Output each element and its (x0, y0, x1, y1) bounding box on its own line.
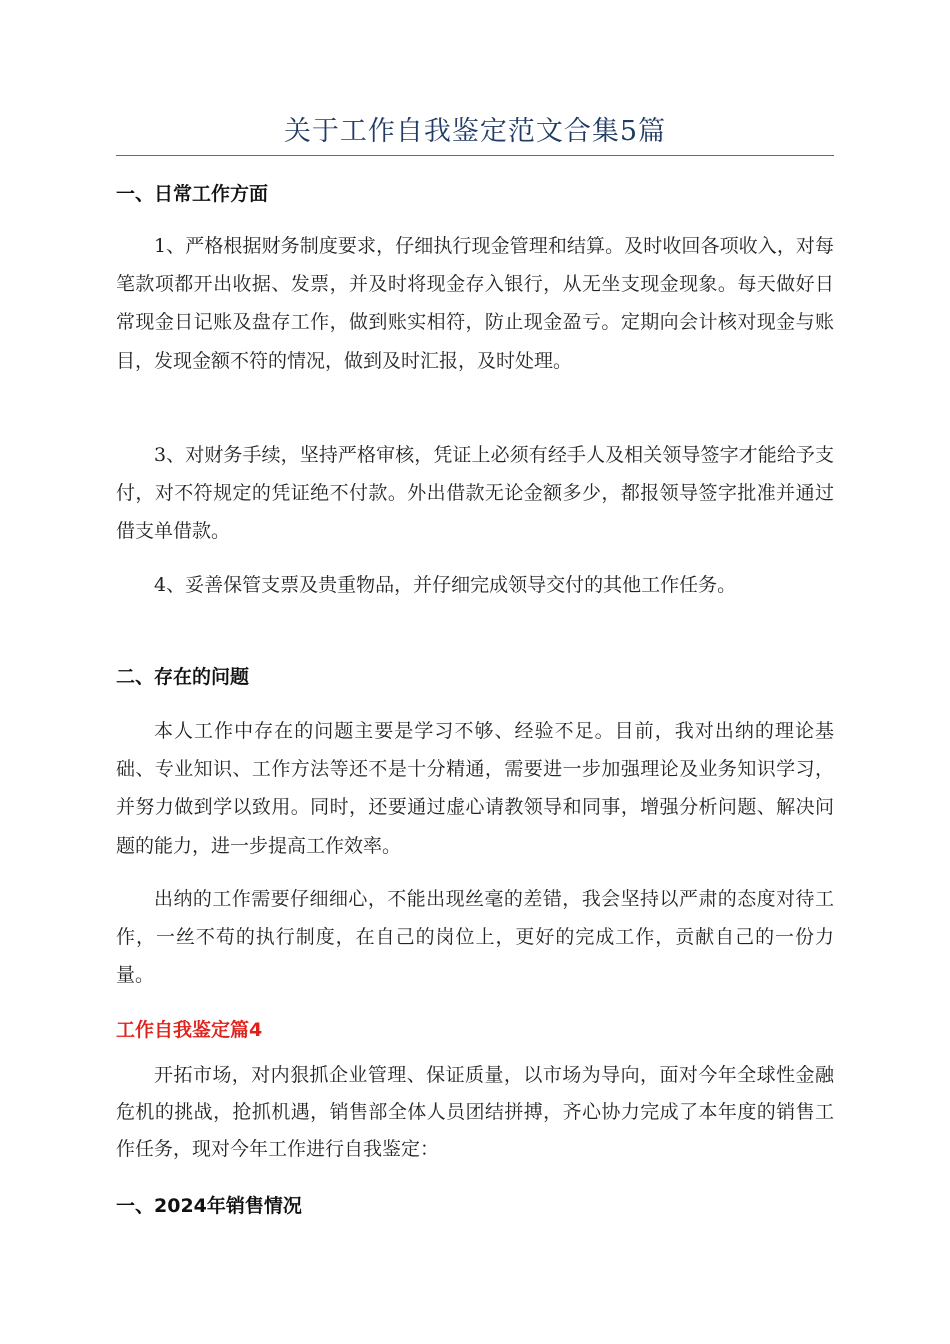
paragraph-block (116, 1057, 834, 1168)
section-heading: 一、日常工作方面 (116, 183, 269, 205)
section-daily-work (116, 177, 834, 211)
section-heading: 一、2024年销售情况 (116, 1195, 302, 1217)
paragraph: 4、妥善保管支票及贵重物品，并仔细完成领导交付的其他工作任务。 (154, 574, 737, 596)
section-problems (116, 660, 834, 694)
title-underline (116, 155, 834, 156)
paragraph-block (116, 880, 834, 995)
paragraph: 本人工作中存在的问题主要是学习不够、经验不足。目前，我对出纳的理论基础、专业知识、工作方法等还不是十分精通，需要进一步加强理论及业务知识学习，并努力做到学以致用。同时，还要通过虚心请教领导和同事，增强分析问题、解决问题的能力，进一步提高工作效率。 (116, 720, 834, 857)
paragraph: 出纳的工作需要仔细细心，不能出现丝毫的差错，我会坚持以严肃的态度对待工作，一丝不苟的执行制度，在自己的岗位上，更好的完成工作，贡献自己的一份力量。 (116, 888, 834, 987)
paragraph-block (116, 712, 834, 865)
paragraph: 开拓市场，对内狠抓企业管理、保证质量，以市场为导向，面对今年全球性金融危机的挑战，抢抓机遇，销售部全体人员团结拼搏，齐心协力完成了本年度的销售工作任务，现对今年工作进行自我鉴定： (116, 1064, 834, 1160)
paragraph-block (116, 436, 834, 551)
paragraph-block (116, 227, 834, 380)
paragraph-block (116, 566, 834, 604)
section-article-4 (116, 1013, 834, 1047)
paragraph: 3、对财务手续，坚持严格审核，凭证上必须有经手人及相关领导签字才能给予支付，对不符规定的凭证绝不付款。外出借款无论金额多少，都报领导签字批准并通过借支单借款。 (116, 444, 834, 543)
section-heading: 二、存在的问题 (116, 666, 250, 688)
document-title: 关于工作自我鉴定范文合集5篇 (283, 116, 667, 147)
section-sales-2024 (116, 1189, 834, 1223)
paragraph: 1、严格根据财务制度要求，仔细执行现金管理和结算。及时收回各项收入，对每笔款项都开出收据、发票，并及时将现金存入银行，从无坐支现金现象。每天做好日常现金日记账及盘存工作，做到账实相符，防止现金盈亏。定期向会计核对现金与账目，发现金额不符的情况，做到及时汇报，及时处理。 (116, 235, 834, 372)
article-heading: 工作自我鉴定篇4 (116, 1019, 263, 1041)
